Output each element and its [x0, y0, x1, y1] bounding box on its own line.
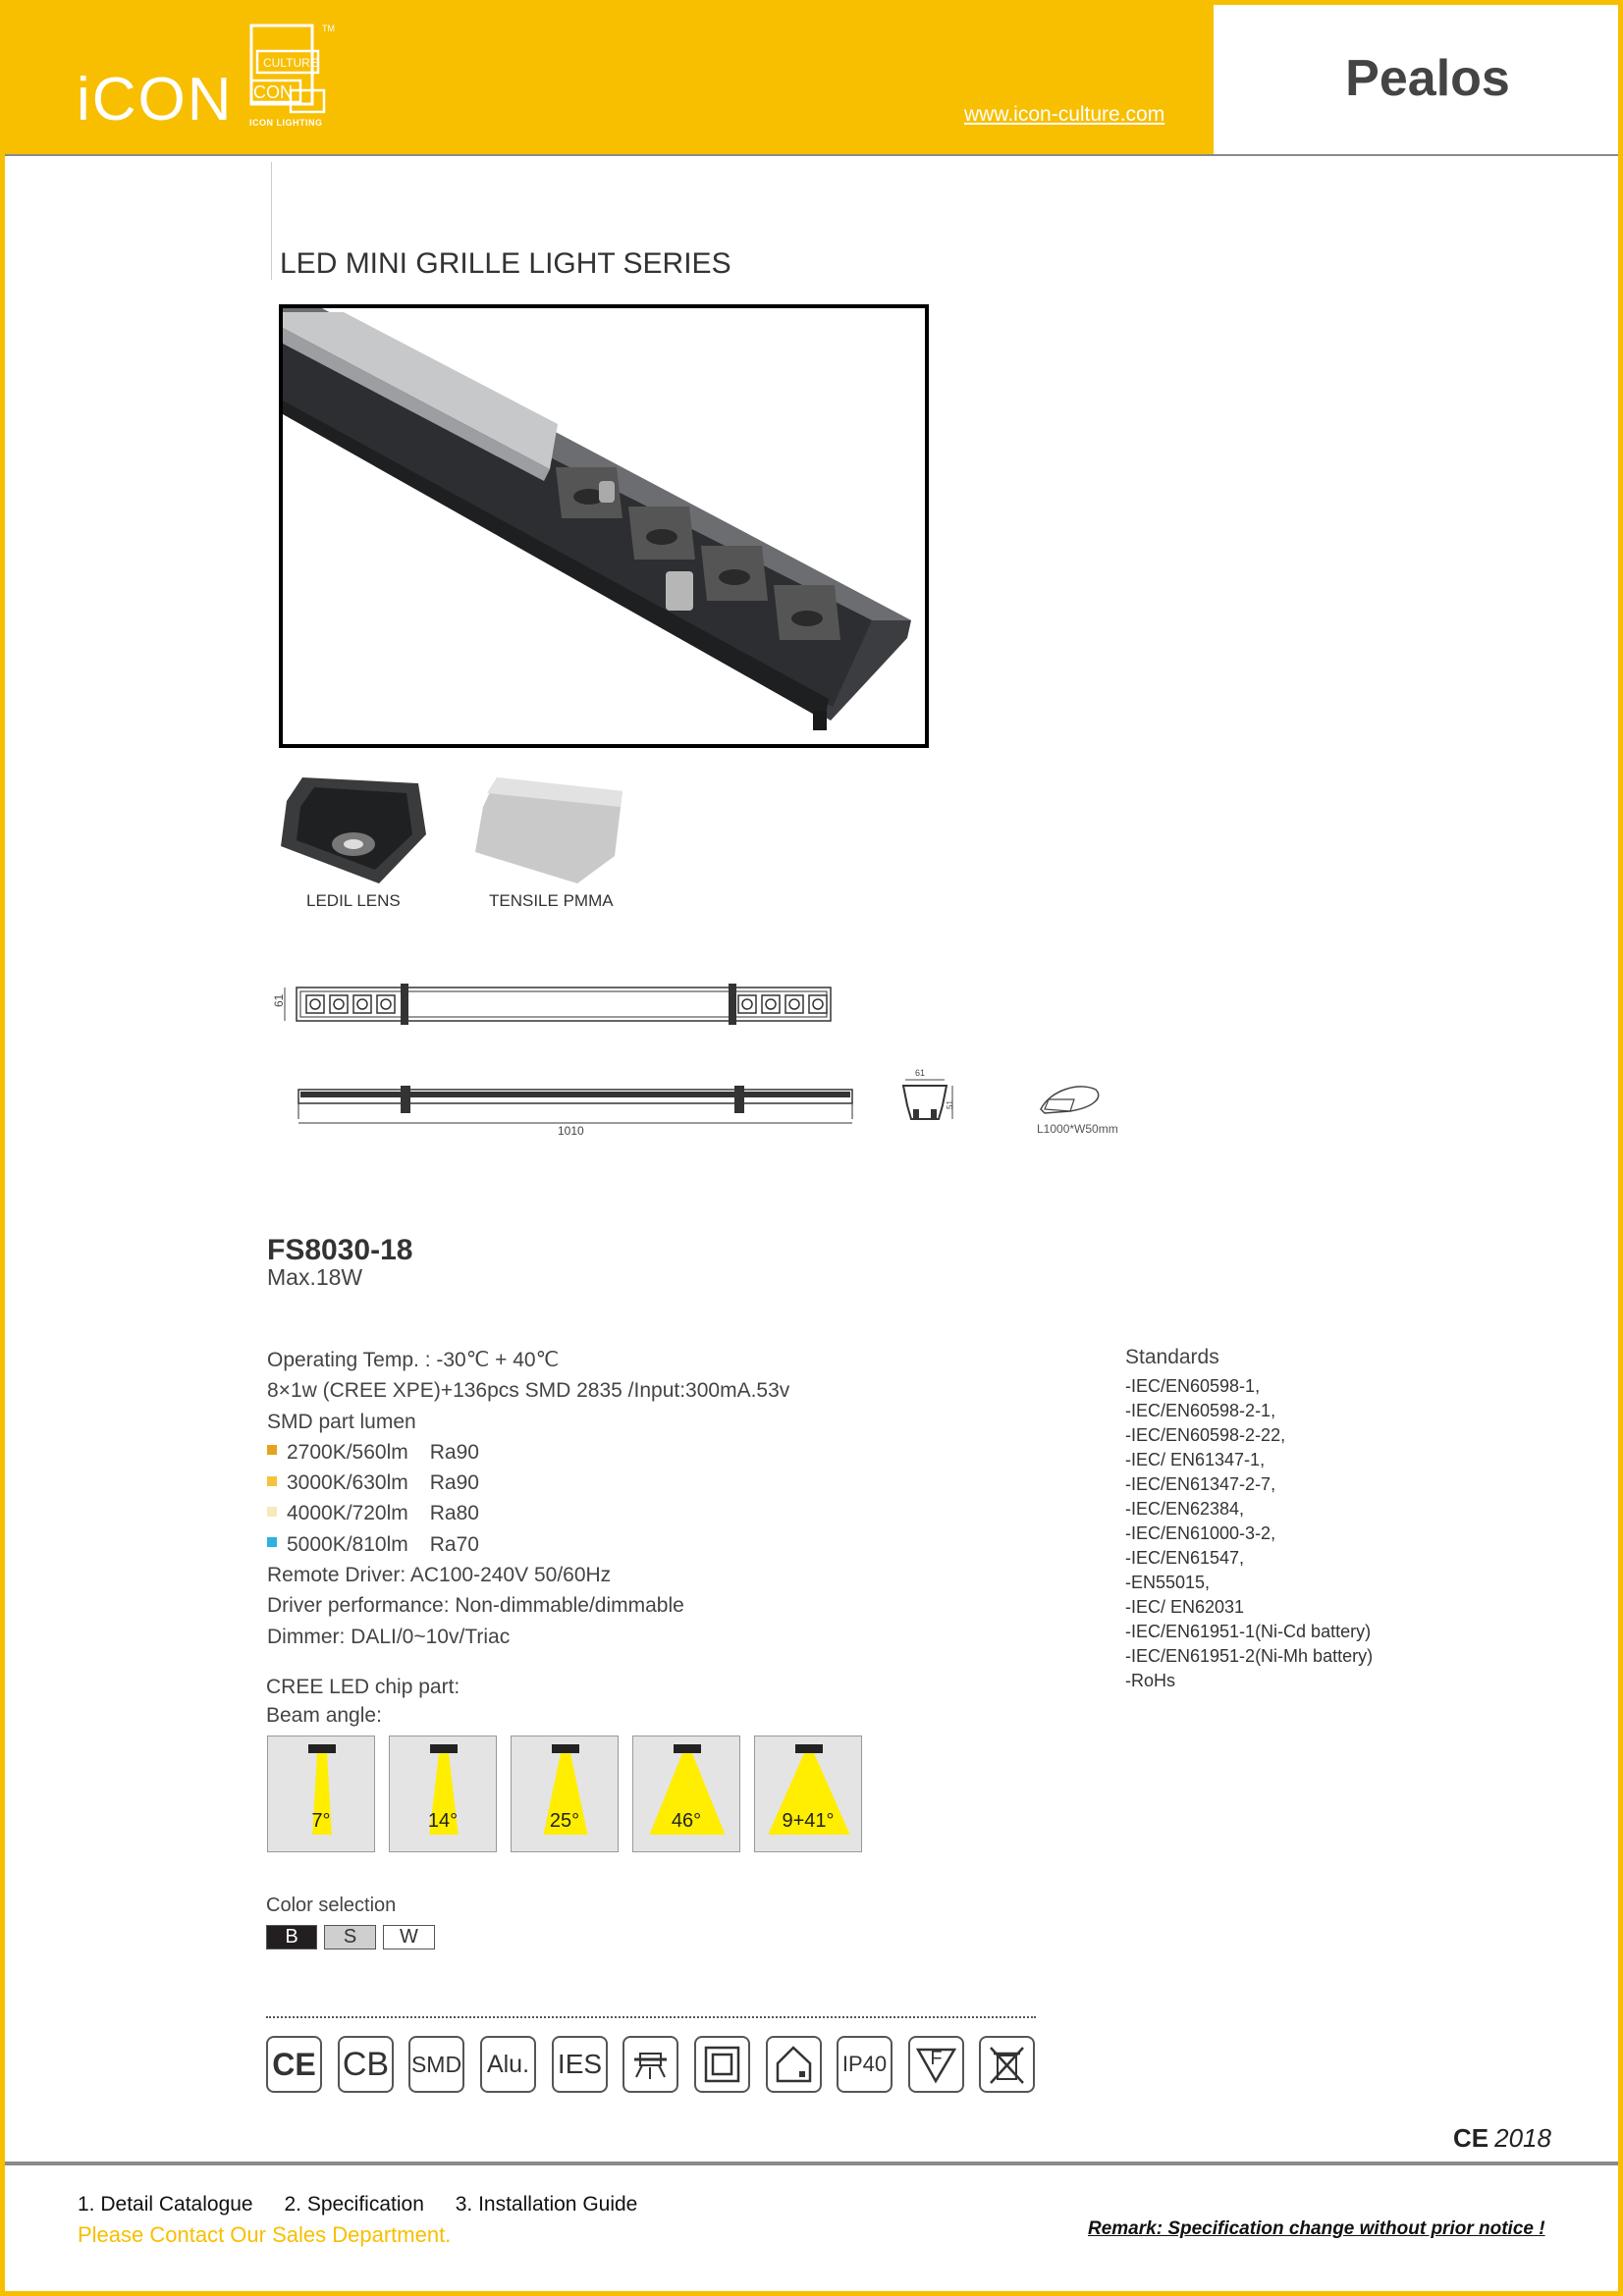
length-dimension: 1010 — [558, 1124, 584, 1137]
standard-item: -IEC/EN61951-2(Ni-Mh battery) — [1125, 1646, 1374, 1666]
section-height: 51 — [946, 1100, 954, 1109]
ce-year-mark — [1453, 2123, 1551, 2154]
recessed-mount-icon — [622, 2036, 678, 2093]
beam-angle-card — [267, 1735, 375, 1852]
standard-item: -IEC/EN62384, — [1125, 1499, 1245, 1519]
tensile-pmma-thumb — [475, 777, 624, 888]
smd-lumen-title: SMD part lumen — [267, 1410, 416, 1433]
beam-angle-card — [511, 1735, 619, 1852]
logo-line-con: CON — [253, 82, 293, 102]
beam-angle-label: 7° — [311, 1810, 331, 1832]
standard-item: -IEC/ EN62031 — [1125, 1597, 1245, 1617]
ies-icon: IES — [552, 2036, 608, 2093]
ip40-icon: IP40 — [837, 2036, 893, 2093]
product-photo — [279, 304, 929, 748]
cct-swatch — [267, 1445, 277, 1455]
footer-divider — [5, 2162, 1618, 2165]
remark-note: Remark: Specification change without prior notice ! — [1088, 2218, 1545, 2239]
ra-value: Ra80 — [429, 1502, 479, 1525]
margin-line — [271, 162, 272, 280]
ra-value: Ra90 — [429, 1440, 479, 1464]
cct-swatch — [267, 1537, 277, 1547]
cree-section — [266, 1673, 460, 1730]
standard-item: -EN55015, — [1125, 1573, 1211, 1592]
logo-caption: ICON LIGHTING — [249, 118, 323, 128]
cct-value: 5000K/810lm — [287, 1532, 408, 1556]
cb-icon: CB — [338, 2036, 394, 2093]
ra-value: Ra90 — [429, 1471, 479, 1495]
weee-bin-icon — [979, 2036, 1035, 2093]
ledil-lens-label: LEDIL LENS — [306, 891, 401, 910]
standard-item: -IEC/EN60598-2-1, — [1125, 1401, 1276, 1420]
culture-logo — [247, 22, 336, 130]
spec-list — [267, 1345, 789, 1652]
top-view-drawing — [269, 982, 858, 1032]
cct-value: 4000K/720lm — [287, 1502, 408, 1525]
ce-mark: CE — [1453, 2123, 1489, 2153]
smd-icon: SMD — [408, 2036, 464, 2093]
lumen-row — [267, 1529, 789, 1560]
cct-swatch — [267, 1476, 277, 1486]
cct-swatch — [267, 1507, 277, 1517]
footer-nav — [78, 2193, 663, 2216]
color-option-black[interactable]: B — [266, 1925, 317, 1949]
cutout-drawing — [1031, 1070, 1168, 1144]
footer-link-installation-guide[interactable]: 3. Installation Guide — [455, 2193, 638, 2216]
color-option-silver[interactable]: S — [324, 1925, 376, 1949]
lumen-row — [267, 1498, 789, 1528]
cct-value: 3000K/630lm — [287, 1471, 408, 1495]
color-option-white[interactable]: W — [383, 1925, 435, 1949]
website-link[interactable]: www.icon-culture.com — [964, 103, 1165, 126]
logo-tm: TM — [322, 24, 335, 33]
cree-title: CREE LED chip part: — [266, 1676, 460, 1698]
standard-item: -IEC/ EN61347-1, — [1125, 1450, 1266, 1469]
operating-temp: Operating Temp. : -30℃ + 40℃ — [267, 1349, 560, 1371]
model-number: FS8030-18 — [267, 1234, 413, 1266]
ce-icon: CE — [266, 2036, 322, 2093]
beam-angle-label: 25° — [549, 1810, 580, 1832]
beam-angle-label: 9+41° — [782, 1810, 835, 1832]
dimmer: Dimmer: DALI/0~10v/Triac — [267, 1625, 511, 1648]
chip-config: 8×1w (CREE XPE)+136pcs SMD 2835 /Input:300mA.53v — [267, 1379, 790, 1403]
standard-item: -IEC/EN61347-2-7, — [1125, 1474, 1276, 1494]
f-mark-letter: F — [930, 2048, 943, 2069]
footer-link-detail-catalogue[interactable]: 1. Detail Catalogue — [78, 2193, 253, 2216]
series-title: LED MINI GRILLE LIGHT SERIES — [280, 247, 731, 280]
standards-title: Standards — [1125, 1346, 1219, 1368]
logo-line-culture: CULTURE — [263, 56, 318, 70]
footer-link-specification[interactable]: 2. Specification — [284, 2193, 424, 2216]
ra-value: Ra70 — [429, 1532, 479, 1556]
color-selection-title: Color selection — [266, 1895, 397, 1916]
standard-item: -IEC/EN60598-2-22, — [1125, 1425, 1286, 1445]
section-view-drawing — [897, 1066, 956, 1130]
header-divider — [5, 154, 1618, 156]
standard-item: -IEC/EN61000-3-2, — [1125, 1523, 1276, 1543]
brand-wordmark: iCON — [77, 66, 234, 133]
standard-item: -IEC/EN60598-1, — [1125, 1376, 1261, 1396]
beam-angle-label: 46° — [671, 1810, 702, 1832]
class-ii-icon — [694, 2036, 750, 2093]
height-dimension: 61 — [272, 993, 286, 1007]
tensile-pmma-label: TENSILE PMMA — [489, 891, 614, 910]
f-mark-icon — [908, 2036, 964, 2093]
contact-note: Please Contact Our Sales Department. — [78, 2222, 452, 2247]
standard-item: -RoHs — [1125, 1671, 1176, 1690]
ce-year: 2018 — [1494, 2123, 1551, 2153]
side-view-drawing — [291, 1080, 860, 1142]
driver-performance: Driver performance: Non-dimmable/dimmable — [267, 1594, 684, 1618]
remote-driver: Remote Driver: AC100-240V 50/60Hz — [267, 1564, 612, 1587]
indoor-use-icon — [766, 2036, 822, 2093]
cutout-size: L1000*W50mm — [1037, 1122, 1118, 1136]
max-power: Max.18W — [267, 1264, 363, 1290]
standard-item: -IEC/EN61547, — [1125, 1548, 1245, 1568]
ledil-lens-thumb — [281, 777, 428, 888]
standard-item: -IEC/EN61951-1(Ni-Cd battery) — [1125, 1622, 1372, 1641]
section-width: 61 — [915, 1068, 926, 1078]
beam-angle-label: 14° — [427, 1810, 459, 1832]
beam-angle-title: Beam angle: — [266, 1704, 382, 1727]
cct-value: 2700K/560lm — [287, 1440, 408, 1464]
lumen-row — [267, 1468, 789, 1498]
standards-list — [1125, 1374, 1373, 1693]
beam-angle-card — [632, 1735, 740, 1852]
aluminium-icon: Alu. — [480, 2036, 536, 2093]
document-title: Pealos — [1345, 50, 1510, 107]
dotted-divider — [266, 2016, 1036, 2018]
beam-angle-card — [754, 1735, 862, 1852]
lumen-row — [267, 1437, 789, 1468]
beam-angle-card — [389, 1735, 497, 1852]
